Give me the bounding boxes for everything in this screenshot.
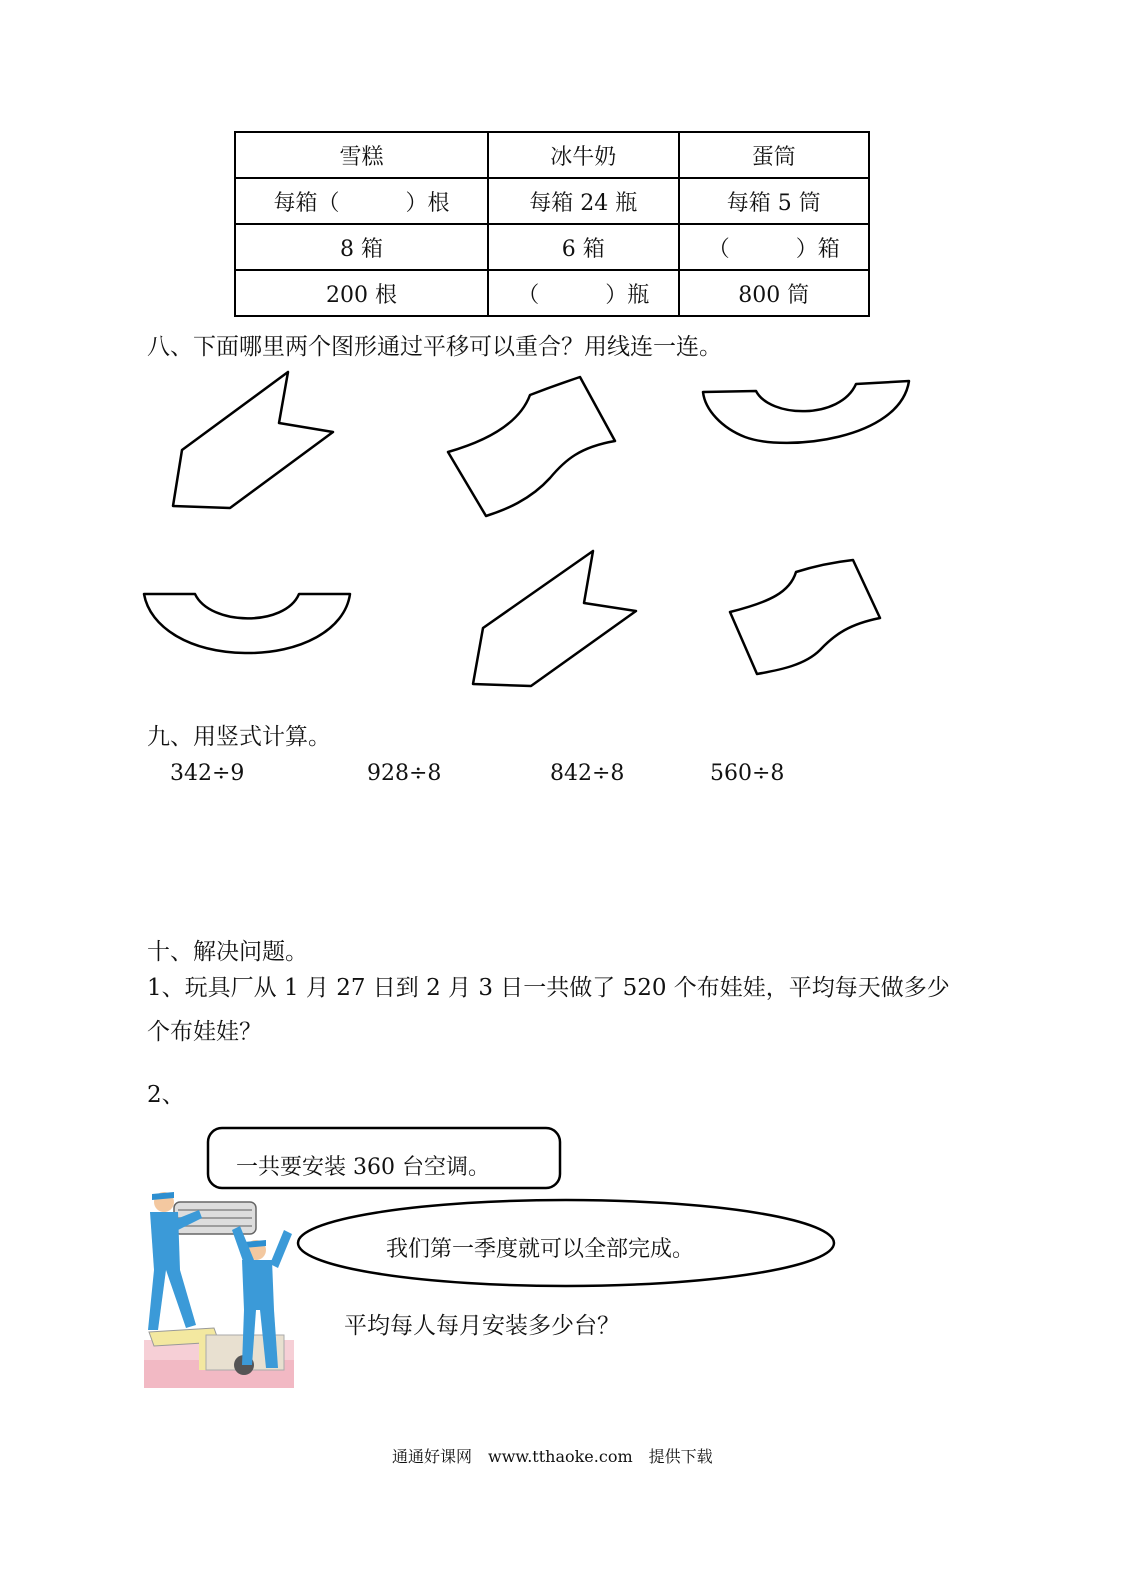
table-cell: 冰牛奶 bbox=[488, 132, 678, 178]
table-cell: 8 箱 bbox=[235, 224, 488, 270]
division-expression: 342÷9 bbox=[170, 761, 245, 786]
division-expression: 928÷8 bbox=[367, 761, 442, 786]
section10-title: 十、解决问题。 bbox=[147, 939, 308, 965]
table-cell: （ ）瓶 bbox=[488, 270, 678, 316]
problem2-question: 平均每人每月安装多少台？ bbox=[344, 1313, 620, 1339]
table-cell: 每箱 24 瓶 bbox=[488, 178, 678, 224]
problem2-label: 2、 bbox=[147, 1082, 185, 1108]
bubble2-text: 我们第一季度就可以全部完成。 bbox=[386, 1237, 695, 1262]
footer-credit: 通通好课网 www.tthaoke.com 提供下载 bbox=[392, 1447, 713, 1466]
table-cell: （ ）箱 bbox=[679, 224, 870, 270]
table-cell: 蛋筒 bbox=[679, 132, 870, 178]
bubble1-text: 一共要安装 360 台空调。 bbox=[236, 1155, 490, 1180]
table-cell: 800 筒 bbox=[679, 270, 870, 316]
problem1-line1: 1、玩具厂从 1 月 27 日到 2 月 3 日一共做了 520 个布娃娃，平均每天做多少 bbox=[147, 975, 950, 1001]
section8-title: 八、下面哪里两个图形通过平移可以重合？用线连一连。 bbox=[147, 334, 722, 360]
table-cell: 雪糕 bbox=[235, 132, 488, 178]
table-cell: 200 根 bbox=[235, 270, 488, 316]
division-expression: 842÷8 bbox=[550, 761, 625, 786]
table-cell: 每箱 5 筒 bbox=[679, 178, 870, 224]
table-cell: 每箱（ ）根 bbox=[235, 178, 488, 224]
division-expression: 560÷8 bbox=[710, 761, 785, 786]
workers-illustration bbox=[144, 1190, 294, 1388]
section9-title: 九、用竖式计算。 bbox=[147, 724, 331, 750]
table-cell: 6 箱 bbox=[488, 224, 678, 270]
problem1-line2: 个布娃娃？ bbox=[147, 1019, 262, 1045]
